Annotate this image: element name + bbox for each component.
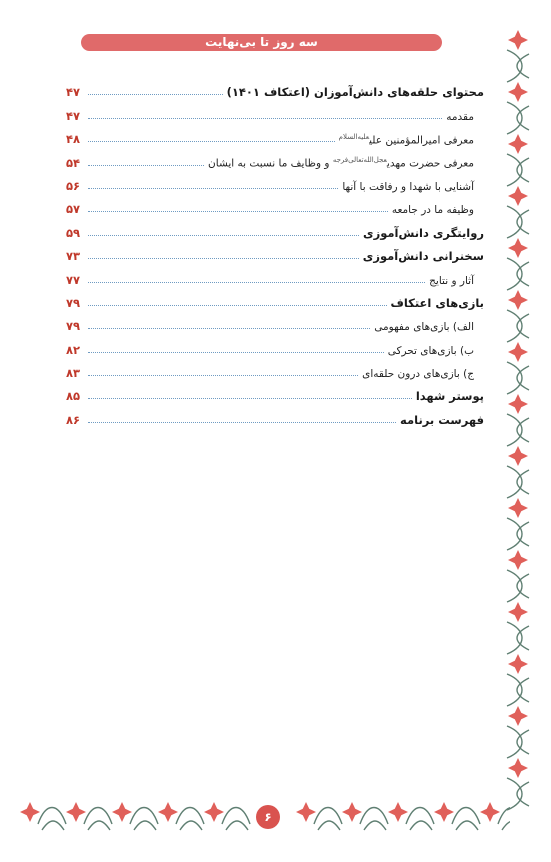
ornament-star-icon — [20, 802, 40, 822]
toc-entry — [66, 333, 484, 356]
dot-leader — [88, 210, 388, 212]
ornament-vine-icon — [226, 821, 248, 830]
ornament-star-icon — [508, 186, 528, 206]
ornament-vine-icon — [134, 821, 156, 830]
toc-entry-page: ۷۳ — [66, 249, 81, 264]
toc-entry-title: سخنرانی دانش‌آموزی — [362, 249, 484, 264]
honorific-glyph: عجل‌الله‌تعالی‌فرجه — [332, 156, 387, 165]
ornament-vine-icon — [507, 206, 522, 238]
toc-entry-page: ۸۵ — [66, 389, 81, 404]
ornament-star-icon — [508, 706, 528, 726]
toc-entry-page: ۴۸ — [66, 132, 81, 147]
toc-entry-title: بازی‌های اعتکاف — [390, 295, 484, 310]
ornament-vine-icon — [507, 726, 522, 758]
toc-entry-title: وظیفه ما در جامعه — [391, 204, 474, 217]
dot-leader — [88, 93, 223, 95]
ornament-star-icon — [508, 238, 528, 258]
toc-entry — [66, 170, 484, 193]
toc-entry — [66, 287, 484, 310]
ornament-vine-icon — [507, 154, 522, 186]
dot-leader — [88, 351, 384, 353]
running-header: سه روز تا بی‌نهایت — [81, 34, 442, 51]
toc-entry-page: ۵۹ — [66, 225, 81, 240]
dot-leader — [88, 187, 338, 189]
ornament-star-icon — [508, 30, 528, 50]
toc-entry-title: ج) بازی‌های درون حلقه‌ای — [362, 368, 474, 381]
toc-entry-title: مقدمه — [446, 110, 474, 123]
page-number: ۶ — [256, 805, 280, 829]
ornament-vine-icon — [364, 821, 386, 830]
ornament-star-icon — [508, 342, 528, 362]
dot-leader — [88, 327, 370, 329]
toc-entry-page: ۵۷ — [66, 202, 81, 217]
dot-leader — [88, 397, 412, 399]
ornament-star-icon — [158, 802, 178, 822]
ornament-star-icon — [342, 802, 362, 822]
dot-leader — [88, 234, 359, 236]
ornament-star-icon — [508, 82, 528, 102]
ornament-vine-icon — [410, 821, 432, 830]
ornament-vine-icon — [507, 622, 522, 654]
honorific-glyph: علیه‌السلام — [338, 132, 370, 141]
dot-leader — [88, 164, 204, 166]
toc-entry-title: آثار و نتایج — [429, 274, 474, 287]
toc-entry — [66, 216, 484, 239]
ornament-star-icon — [508, 758, 528, 778]
ornament-star-icon — [508, 446, 528, 466]
toc-entry-title: معرفی حضرت مهدی$^{عجل‌الله‌تعالی‌فرجه}$ و وظایف ما نسبت به ایشان — [208, 156, 474, 170]
toc-entry — [66, 123, 484, 146]
ornament-vine-icon — [180, 821, 202, 830]
toc-entry — [66, 263, 484, 286]
toc-entry-page: ۸۲ — [66, 342, 81, 357]
ornament-vine-icon — [456, 821, 478, 830]
toc-entry-title: محتوای حلقه‌های دانش‌آموزان (اعتکاف ۱۴۰۱) — [226, 85, 484, 100]
toc-entry — [66, 403, 484, 426]
ornament-vine-icon — [507, 362, 522, 394]
toc-entry-page: ۴۷ — [66, 85, 81, 100]
toc-entry — [66, 380, 484, 403]
ornament-vine-icon — [498, 808, 510, 825]
toc-entry-title: فهرست برنامه — [400, 412, 484, 427]
toc-entry-page: ۸۳ — [66, 366, 81, 381]
toc-entry-page: ۵۶ — [66, 178, 81, 193]
toc-entry — [66, 357, 484, 380]
toc-entry-page: ۷۹ — [66, 319, 81, 334]
ornament-star-icon — [112, 802, 132, 822]
toc-entry-title: ب) بازی‌های تحرکی — [387, 344, 474, 357]
toc-entry-title: آشنایی با شهدا و رفاقت با آنها — [342, 180, 474, 193]
ornament-vine-icon — [507, 674, 522, 706]
ornament-star-icon — [508, 290, 528, 310]
toc-entry-page: ۷۷ — [66, 272, 81, 287]
ornament-star-icon — [434, 802, 454, 822]
ornament-vine-icon — [42, 821, 64, 830]
dot-leader — [88, 257, 359, 259]
ornament-vine-icon — [507, 518, 522, 550]
toc-entry-title: پوستر شهدا — [415, 389, 484, 404]
toc-entry-title: روایتگری دانش‌آموزی — [363, 225, 484, 240]
ornament-star-icon — [508, 134, 528, 154]
ornament-vine-icon — [507, 50, 522, 82]
toc-entry — [66, 310, 484, 333]
ornament-vine-icon — [507, 258, 522, 290]
dot-leader — [88, 374, 358, 376]
ornament-star-icon — [388, 802, 408, 822]
toc-entry — [66, 146, 484, 169]
ornament-star-icon — [508, 550, 528, 570]
dot-leader — [88, 281, 425, 283]
toc-entry — [66, 240, 484, 263]
toc-entry-page: ۵۴ — [66, 155, 81, 170]
toc-entry-page: ۸۶ — [66, 412, 81, 427]
toc-entry — [66, 76, 484, 99]
ornament-vine-icon — [318, 821, 340, 830]
toc-entry-page: ۷۹ — [66, 295, 81, 310]
dot-leader — [88, 117, 442, 119]
ornament-star-icon — [508, 394, 528, 414]
ornament-vine-icon — [507, 570, 522, 602]
dot-leader — [88, 140, 335, 142]
dot-leader — [88, 421, 396, 423]
toc-entry — [66, 99, 484, 122]
ornament-vine-icon — [502, 821, 510, 830]
toc-entry-page: ۴۷ — [66, 108, 81, 123]
ornament-vine-icon — [507, 414, 522, 446]
ornament-star-icon — [296, 802, 316, 822]
toc-entry-title: الف) بازی‌های مفهومی — [374, 321, 474, 334]
toc-entry-title: معرفی امیرالمؤمنین علی$^{علیه‌السلام}$ — [338, 132, 474, 147]
ornament-star-icon — [480, 802, 500, 822]
ornament-star-icon — [508, 498, 528, 518]
table-of-contents — [66, 76, 484, 427]
floral-border-right — [499, 30, 537, 830]
ornament-star-icon — [204, 802, 224, 822]
dot-leader — [88, 304, 387, 306]
ornament-vine-icon — [507, 310, 522, 342]
toc-entry — [66, 193, 484, 216]
ornament-vine-icon — [507, 466, 522, 498]
ornament-vine-icon — [88, 821, 110, 830]
ornament-star-icon — [66, 802, 86, 822]
ornament-star-icon — [508, 602, 528, 622]
ornament-star-icon — [508, 654, 528, 674]
ornament-vine-icon — [507, 102, 522, 134]
